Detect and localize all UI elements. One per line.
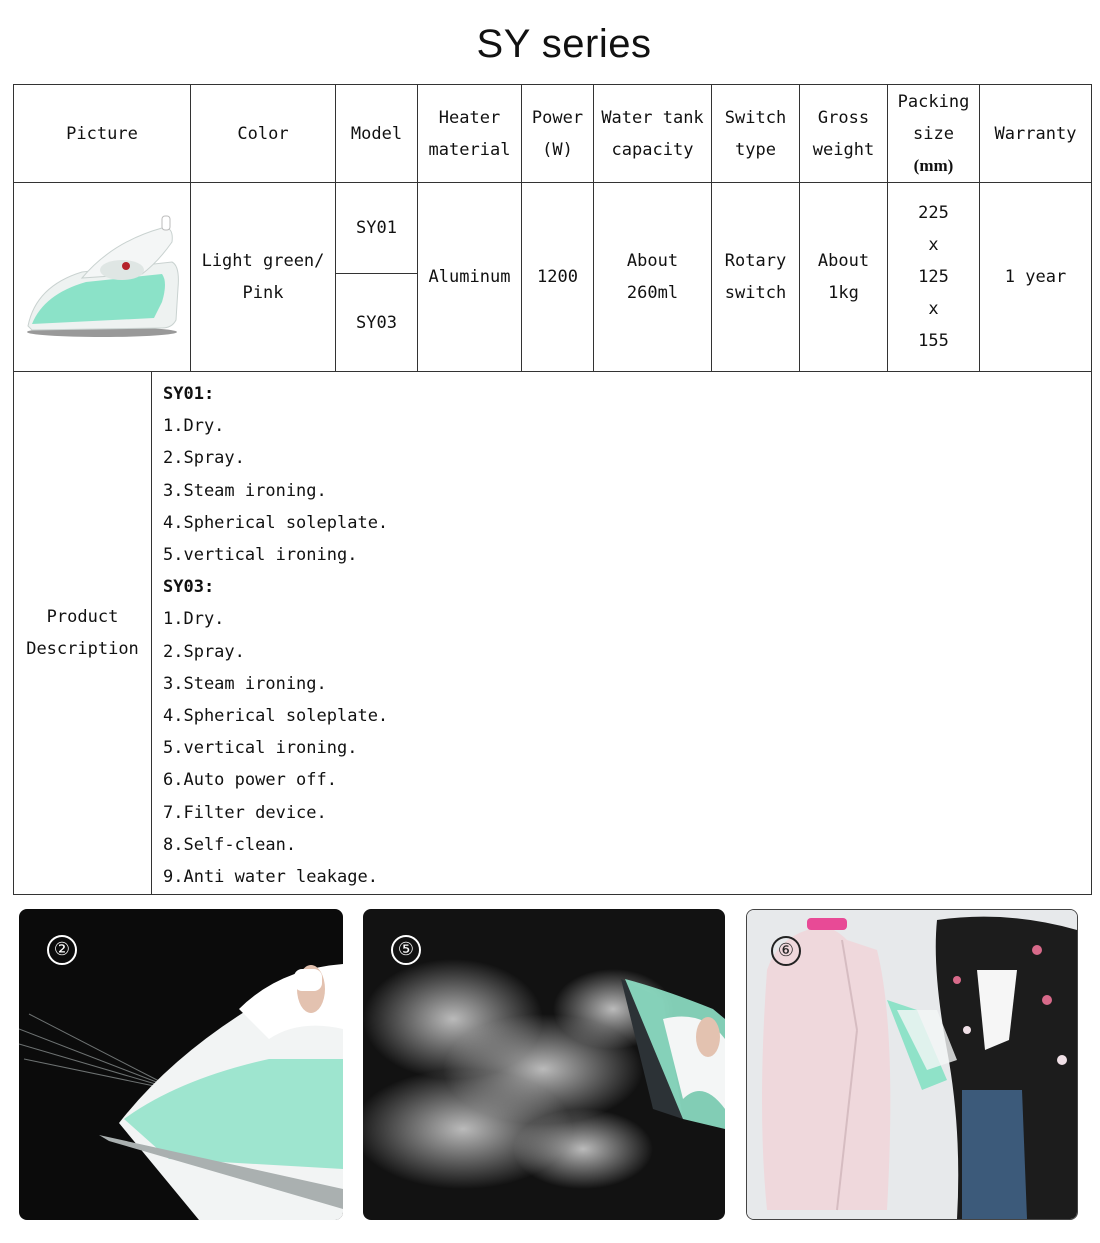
model-sy01: SY01 [336, 183, 418, 274]
list-item: 3.Steam ironing. [163, 480, 327, 501]
header-packing: Packing size (mm) [888, 85, 980, 183]
warranty-cell: 1 year [980, 183, 1092, 372]
product-picture-cell [14, 183, 191, 372]
color-cell: Light green/ Pink [191, 183, 336, 372]
list-item: 4.Spherical soleplate. [163, 512, 389, 533]
sy03-heading: SY03: [163, 577, 215, 598]
list-item: 4.Spherical soleplate. [163, 706, 389, 727]
list-item: 1.Dry. [163, 416, 225, 437]
badge-5: ⑤ [391, 935, 421, 965]
photo-steam [363, 909, 725, 1220]
water-cell: About 260ml [594, 183, 712, 372]
badge-2: ② [47, 935, 77, 965]
list-item: 7.Filter device. [163, 802, 327, 823]
header-model: Model [336, 85, 418, 183]
badge-6: ⑥ [771, 936, 801, 966]
spec-table [13, 84, 1092, 895]
list-item: 8.Self-clean. [163, 834, 297, 855]
header-picture: Picture [14, 85, 191, 183]
description-content [152, 372, 1092, 895]
table-header-row [14, 85, 1092, 183]
header-heater: Heater material [418, 85, 522, 183]
list-item: 9.Anti water leakage. [163, 867, 378, 888]
header-warranty: Warranty [980, 85, 1092, 183]
power-cell: 1200 [522, 183, 594, 372]
description-label: Product Description [14, 372, 152, 895]
list-item: 6.Auto power off. [163, 770, 337, 791]
page-title: SY series [476, 22, 652, 66]
gross-cell: About 1kg [800, 183, 888, 372]
sy01-heading: SY01: [163, 384, 215, 404]
list-item: 2.Spray. [163, 641, 245, 662]
heater-cell: Aluminum [418, 183, 522, 372]
header-water: Water tank capacity [594, 85, 712, 183]
list-item: 1.Dry. [163, 609, 225, 630]
description-row [14, 372, 1092, 895]
photo-spray [19, 909, 343, 1220]
photo-vertical-ironing [746, 909, 1078, 1220]
header-power: Power (W) [522, 85, 594, 183]
header-gross: Gross weight [800, 85, 888, 183]
list-item: 5.vertical ironing. [163, 738, 358, 759]
switch-cell: Rotary switch [712, 183, 800, 372]
list-item: 3.Steam ironing. [163, 673, 327, 694]
list-item: 2.Spray. [163, 448, 245, 469]
table-data-row [14, 183, 1092, 274]
header-switch: Switch type [712, 85, 800, 183]
iron-product-image [22, 202, 182, 342]
model-sy03: SY03 [336, 274, 418, 372]
header-color: Color [191, 85, 336, 183]
list-item: 5.vertical ironing. [163, 545, 358, 566]
packing-cell: 225 x 125 x 155 [888, 183, 980, 372]
